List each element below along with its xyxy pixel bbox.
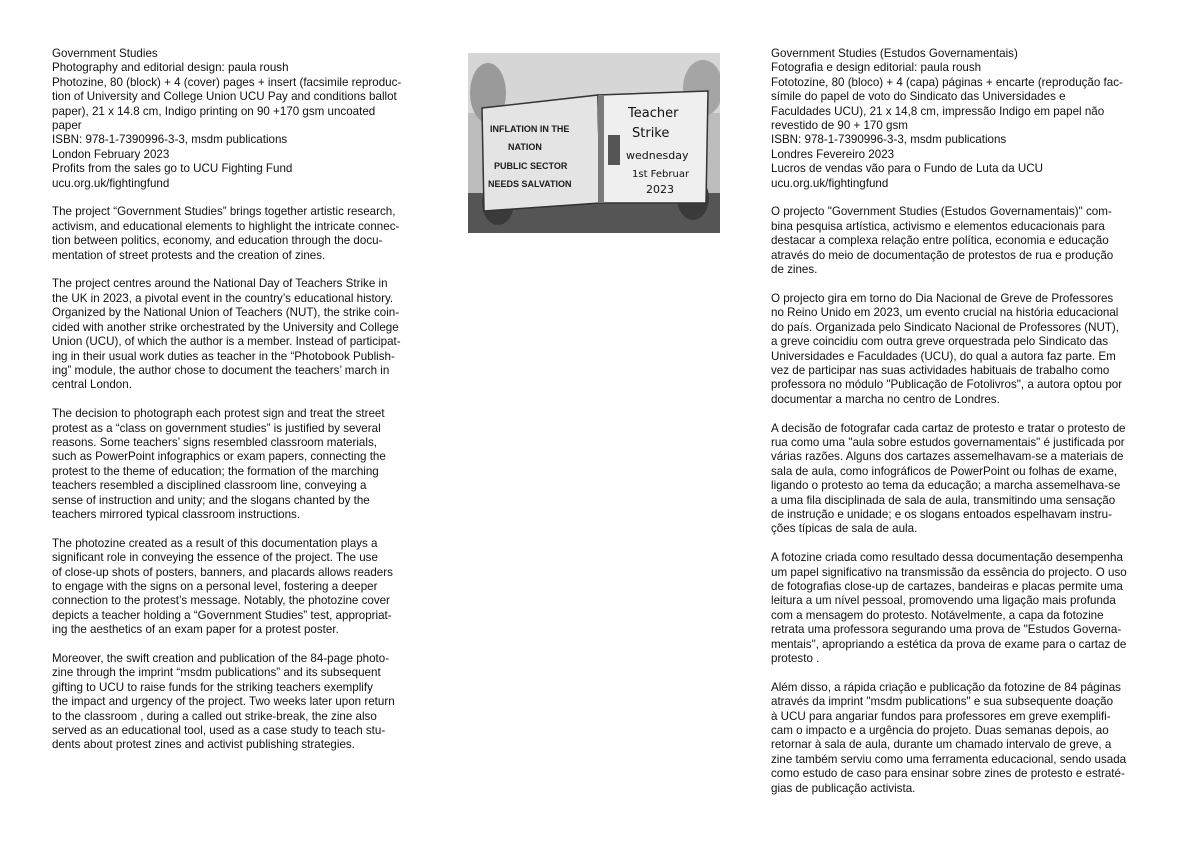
text-line: Universidades e Faculdades (UCU), do qual a autora faz parte. Em	[771, 349, 1116, 363]
text-line: com a mensagem do protesto. Notávelmente, a capa da fotozine	[771, 608, 1104, 622]
paragraph-pt-5	[771, 681, 1143, 796]
colophon-line: Londres Fevereiro 2023	[771, 147, 895, 161]
text-line: to engage with the signs on a personal level, fostering a deeper	[52, 579, 378, 593]
text-line: retrata uma professora segurando uma prova de "Estudos Governa-	[771, 623, 1122, 637]
colophon-line: símile do papel de voto do Sindicato das Universidades e	[771, 90, 1066, 104]
text-line: de fotografias close-up de cartazes, bandeiras e placas permite uma	[771, 579, 1123, 593]
text-line: várias razões. Alguns dos cartazes assemelhavam-se a materiais de	[771, 450, 1124, 464]
colophon-line: Fotografia e design editorial: paula roush	[771, 61, 982, 75]
text-line: documentar a marcha no centro de Londres.	[771, 392, 1000, 406]
colophon-line: ISBN: 978-1-7390996-3-3, msdm publications	[52, 133, 288, 147]
text-line: Organized by the National Union of Teachers (NUT), the strike coin-	[52, 306, 400, 320]
text-line: teachers resembled a disciplined classroom line, conveying a	[52, 479, 367, 493]
text-line: sense of instruction and unity; and the slogans chanted by the	[52, 493, 370, 507]
paragraph-en-4	[52, 537, 414, 638]
paragraph-pt-3	[771, 422, 1143, 537]
text-line: significant role in conveying the essence of the project. The use	[52, 551, 378, 565]
colophon-line: Photozine, 80 (block) + 4 (cover) pages + insert (facsimile reproduc-	[52, 75, 402, 89]
text-line: reasons. Some teachers’ signs resembled classroom materials,	[52, 435, 377, 449]
text-line: gifting to UCU to raise funds for the striking teachers exemplify	[52, 680, 373, 694]
text-line: retornar à sala de aula, durante um chamado intervalo de greve, a	[771, 738, 1112, 752]
colophon-pt	[771, 47, 1143, 191]
protest-photo-illustration	[468, 53, 720, 233]
colophon-line: Government Studies (Estudos Governamentais)	[771, 47, 1018, 60]
text-line: ligando o protesto ao tema da educação; a marcha assemelhava-se	[771, 479, 1121, 493]
text-line: O projecto "Government Studies (Estudos Governamentais)" com-	[771, 205, 1112, 219]
text-line: a uma fila disciplinada de sala de aula, transmitindo uma sensação	[771, 493, 1116, 507]
text-line: the UK in 2023, a pivotal event in the country’s educational history.	[52, 291, 394, 305]
text-line: gias de publicação activista.	[771, 781, 916, 795]
text-line: Moreover, the swift creation and publication of the 84-page photo-	[52, 651, 390, 665]
colophon-line: paper), 21 x 14.8 cm, Indigo printing on 90 +170 gsm uncoated	[52, 104, 376, 118]
colophon-line: tion of University and College Union UCU Pay and conditions ballot	[52, 90, 397, 104]
text-line: ing in their usual work duties as teacher in the “Photobook Publish-	[52, 349, 395, 363]
text-line: The decision to photograph each protest sign and treat the street	[52, 407, 385, 421]
paragraph-en-1	[52, 205, 414, 263]
text-line: à UCU para angariar fundos para professores em greve exemplifi-	[771, 709, 1111, 723]
text-line: ing the aesthetics of an exam paper for a protest poster.	[52, 623, 339, 637]
text-line: served as an educational tool, used as a case study to teach stu-	[52, 724, 386, 738]
text-line: vez de participar nas suas actividades habituais de trabalho como	[771, 363, 1110, 377]
colophon-line: Faculdades UCU), 21 x 14,8 cm, impressão Indigo em papel não	[771, 104, 1105, 118]
text-line: zine também serviu como uma ferramenta educacional, sendo usada	[771, 752, 1127, 766]
text-line: cam o impacto e a urgência do projeto. Duas semanas depois, ao	[771, 724, 1109, 738]
text-line: The photozine created as a result of this documentation plays a	[52, 536, 378, 550]
colophon-en	[52, 47, 414, 191]
paragraph-pt-4	[771, 551, 1143, 666]
text-line: de zines.	[771, 263, 818, 277]
sign-right-line: 2023	[646, 183, 674, 196]
sign-right-line: Teacher	[628, 106, 679, 121]
text-line: tion between politics, economy, and education through the docu-	[52, 234, 383, 248]
sign-right-line: 1st Februar	[632, 169, 690, 180]
text-line: rua como uma "aula sobre estudos governamentais" é justificada por	[771, 435, 1125, 449]
text-line: connection to the protest’s message. Notably, the photozine cover	[52, 594, 390, 608]
text-line: mentation of street protests and the creation of zines.	[52, 248, 326, 262]
colophon-line: paper	[52, 119, 82, 133]
text-line: um papel significativo na transmissão da essência do projecto. O uso	[771, 565, 1127, 579]
text-line: bina pesquisa artística, activismo e elementos educacionais para	[771, 219, 1105, 233]
text-line: sala de aula, como infográficos de PowerPoint ou folhas de exame,	[771, 464, 1118, 478]
text-line: the impact and urgency of the project. Two weeks later upon return	[52, 695, 395, 709]
text-line: dents about protest zines and activist publishing strategies.	[52, 738, 355, 752]
text-line: a greve coincidiu com outra greve orquestrada pelo Sindicato das	[771, 335, 1109, 349]
text-line: do país. Organizada pelo Sindicato Nacional de Professores (NUT),	[771, 320, 1119, 334]
colophon-line: revestido de 90 + 170 gsm	[771, 119, 908, 133]
text-line: such as PowerPoint infographics or exam papers, connecting the	[52, 450, 386, 464]
sign-left-line: NATION	[508, 142, 542, 152]
text-line: depicts a teacher holding a “Government Studies” test, appropriat-	[52, 608, 392, 622]
sign-left-line: INFLATION IN THE	[490, 124, 570, 134]
text-line: através da imprint "msdm publications" e sua subsequente doação	[771, 695, 1114, 709]
text-line: Union (UCU), of which the author is a member. Instead of participat-	[52, 335, 401, 349]
colophon-line: Government Studies	[52, 47, 158, 60]
text-line: mentais", apropriando a estética da prova de exame para o cartaz de	[771, 637, 1127, 651]
paragraph-en-5	[52, 652, 414, 753]
text-line: no Reino Unido em 2023, um evento crucial na história educacional	[771, 306, 1119, 320]
text-line: zine through the imprint “msdm publications” and its subsequent	[52, 666, 381, 680]
colophon-line: ISBN: 978-1-7390996-3-3, msdm publications	[771, 133, 1007, 147]
colophon-line: Photography and editorial design: paula roush	[52, 61, 289, 75]
text-line: O projecto gira em torno do Dia Nacional de Greve de Professores	[771, 291, 1114, 305]
paragraph-en-2	[52, 277, 414, 392]
text-line: cided with another strike orchestrated by the University and College	[52, 320, 399, 334]
paragraph-pt-1	[771, 205, 1143, 277]
sign-right-line: Strike	[632, 126, 670, 141]
text-line: to the classroom , during a called out strike-break, the zine also	[52, 709, 377, 723]
text-line: protest to the theme of education; the formation of the marching	[52, 464, 379, 478]
text-line: central London.	[52, 378, 132, 392]
sign-right-line: wednesday	[626, 149, 689, 162]
text-line: Além disso, a rápida criação e publicação da fotozine de 84 páginas	[771, 680, 1121, 694]
colophon-line: London February 2023	[52, 147, 170, 161]
text-line: destacar a complexa relação entre política, economia e educação	[771, 234, 1109, 248]
colophon-line: Profits from the sales go to UCU Fighting Fund	[52, 162, 293, 176]
text-line: ções típicas de sala de aula.	[771, 522, 918, 536]
sign-left-line: NEEDS SALVATION	[488, 179, 572, 189]
text-line: protesto .	[771, 652, 820, 665]
text-line: The project centres around the National Day of Teachers Strike in	[52, 277, 388, 291]
text-line: professora no módulo "Publicação de Fotolivros", a autora optou por	[771, 378, 1123, 392]
protest-photo	[468, 53, 720, 233]
colophon-line: ucu.org.uk/fightingfund	[52, 176, 170, 190]
text-line: The project “Government Studies” brings together artistic research,	[52, 205, 396, 219]
text-line: como estudo de caso para ensinar sobre zines de protesto e estraté-	[771, 767, 1125, 781]
text-line: através do meio de documentação de protestos de rua e produção	[771, 248, 1114, 262]
text-line: A fotozine criada como resultado dessa documentação desempenha	[771, 551, 1123, 565]
text-line: A decisão de fotografar cada cartaz de protesto e tratar o protesto de	[771, 421, 1126, 435]
text-line: teachers mirrored typical classroom instructions.	[52, 507, 301, 521]
text-line: de instrução e unidade; e os slogans entoados espelhavam instru-	[771, 507, 1112, 521]
sign-left-line: PUBLIC SECTOR	[494, 161, 568, 171]
portuguese-column	[771, 47, 1143, 796]
text-line: leitura a um nível pessoal, promovendo uma ligação mais profunda	[771, 594, 1116, 608]
text-line: ing” module, the author chose to document the teachers’ march in	[52, 363, 390, 377]
paragraph-pt-2	[771, 292, 1143, 407]
english-column	[52, 47, 414, 753]
colophon-line: Lucros de vendas vão para o Fundo de Luta da UCU	[771, 162, 1043, 176]
colophon-line: Fototozine, 80 (bloco) + 4 (capa) páginas + encarte (reprodução fac-	[771, 75, 1123, 89]
colophon-line: ucu.org.uk/fightingfund	[771, 176, 889, 190]
text-line: protest as a “class on government studies” is justified by several	[52, 421, 381, 435]
text-line: of close-up shots of posters, banners, and placards allows readers	[52, 565, 393, 579]
text-line: activism, and educational elements to highlight the intricate connec-	[52, 219, 400, 233]
paragraph-en-3	[52, 407, 414, 522]
